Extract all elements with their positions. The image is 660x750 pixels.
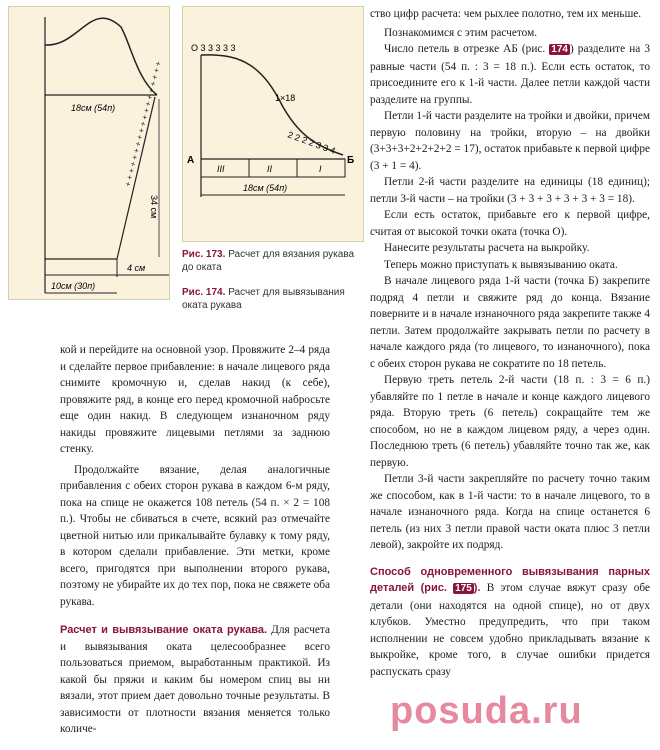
caption-fig-173-number: Рис. 173. xyxy=(182,249,226,260)
figure-173-cuff: 4 см xyxy=(127,263,146,273)
right-paragraph-4: Петли 2-й части разделите на единицы (18 единиц); петли 3-й части – на тройки (3 + 3 + 3 + 3 + 3 + 3 = 18). xyxy=(370,176,650,205)
figure-ref-174: 174 xyxy=(551,44,568,55)
part-2-label: II xyxy=(267,164,273,174)
figure-174-mid-label: 1×18 xyxy=(275,93,296,103)
left-paragraph-3 xyxy=(60,622,330,738)
figure-173-width: 18см (54п) xyxy=(71,103,116,113)
figure-173-length: 34 см xyxy=(149,195,159,219)
figure-173 xyxy=(8,6,170,300)
right-paragraph-9: Первую треть петель 2-й части (18 п. : 3 = 6 п.) убавляйте по 1 петле в начале и конце каждого лицевого ряда. Вторую треть (6 петель) сокращайте тем же способом, но не в каждом лицевом ряду, а через один. Последнюю треть (6 петель) убавляйте точно так же, как первую. xyxy=(370,374,650,469)
figure-174-top-numbers: О 3 3 3 3 3 xyxy=(191,43,236,53)
figure-174-lower-numbers: 2 2 2 2 3 3 4 xyxy=(286,129,337,156)
figure-174 xyxy=(182,6,364,242)
caption-fig-174-text: Расчет для вывязывания оката рукава xyxy=(182,287,345,311)
point-b: Б xyxy=(347,155,355,166)
left-paragraph-1: кой и перейдите на основной узор. Провяжите 2–4 ряда и сделайте первое прибавление: в начале лицевого ряда снимите кромочную и, сделав накид (к себе), провяжите ряд, в конце его перед кромочной набросьте еще один накид. В следующем изнаночном ряду накиды провяжите лицевыми петлями за заднюю стенку. xyxy=(60,344,330,455)
figure-ref-175: 175 xyxy=(455,583,472,594)
right-paragraph-8: В начале лицевого ряда 1-й части (точка Б) закрепите подряд 4 петли и свяжите ряд до конца. Вязание поверните и в начале изнаночного ряда закрепите также 4 петли. Затем продолжайте закрывать петли по расчету в начале каждого ряда (то лицевого, то изнаночного), пока с обеих сторон рукава не сократите по 18 петель. xyxy=(370,275,650,370)
figure-174-width: 18см (54п) xyxy=(243,183,288,193)
right-paragraph-2-a: Число петель в отрезке АБ (рис. xyxy=(384,43,546,55)
part-1-label: I xyxy=(319,164,322,174)
left-paragraph-2: Продолжайте вязание, делая аналогичные прибавления с обеих сторон рукава в каждом 6-м ряду, пока на спице не окажется 108 петель (54 п. × 2 = 108 п.). Чтобы не сбиваться в счете, всякий раз отмечайте цветной нитью или прикалывайте булавку к тому ряду, в котором сделали прибавление. Эти метки, кроме всего, пригодятся при выполнении второго рукава, поэтому не убирайте их до тех пор, пока не свяжете оба рукава. xyxy=(60,463,330,608)
right-paragraph-2 xyxy=(370,41,650,108)
figure-174-drawing xyxy=(183,7,363,241)
caption-fig-174 xyxy=(182,286,360,312)
right-paragraph-6: Нанесите результаты расчета на выкройку. xyxy=(384,242,590,254)
left-paragraph-3-text: Для расчета и вывязывания оката целесообразнее всего пользоваться приемом, выработанным практикой. Из какой бы пряжи и каким бы номером спиц вы ни вязали, этот прием дает довольно точные результаты. В зависимости от плотности вязания меняется только количе- xyxy=(60,624,330,735)
figure-173-base: 10см (30п) xyxy=(51,281,96,291)
left-column xyxy=(60,342,330,738)
right-paragraph-2-b: ) разделите на 3 равные части (54 п. : 3 = 18 п.). Если есть остаток, то присоедините его к 1-й части. Далее петли каждой части разделите на группы. xyxy=(370,43,650,106)
right-paragraph-0: ство цифр расчета: чем рыхлее полотно, тем их меньше. xyxy=(370,8,642,20)
right-paragraph-7: Теперь можно приступать к вывязыванию оката. xyxy=(384,258,618,271)
caption-fig-173 xyxy=(182,248,360,274)
part-3-label: III xyxy=(217,164,225,174)
increase-marks: + + + + + + + + + + + + + + + + + + + xyxy=(123,60,164,188)
figure-173-drawing xyxy=(9,7,169,299)
section-heading-paired-parts: Способ одновременного вывязывания парных деталей (рис. xyxy=(370,565,650,594)
right-column xyxy=(370,6,650,680)
right-paragraph-3: Петли 1-й части разделите на тройки и двойки, причем первую половину на тройки, вторую – на двойки (3+3+3+2+2+2+2 = 17), остаток прибавьте к первой цифре (3 + 1 = 4). xyxy=(370,110,650,172)
section-heading-paired-parts-end: ). xyxy=(473,582,481,594)
caption-fig-173-text: Расчет для вязания рукава до оката xyxy=(182,249,355,273)
right-paragraph-5: Если есть остаток, прибавьте его к первой цифре, считая от высокой точки оката (точка О). xyxy=(370,209,650,238)
caption-fig-174-number: Рис. 174. xyxy=(182,287,226,298)
right-paragraph-11-text: В этом случае вяжут сразу обе детали (они находятся на одной спице), но от двух клубков. Уместно предупредить, что при таком исполнении не совсем удобно прикладывать вязание к выкройке, кроме того, в случае ошибки придется распускать сразу xyxy=(370,582,650,678)
point-a: А xyxy=(187,155,195,166)
right-paragraph-11 xyxy=(370,564,650,681)
right-paragraph-1: Познакомимся с этим расчетом. xyxy=(384,26,538,39)
watermark: posuda.ru xyxy=(390,690,583,732)
section-heading-sleeve-cap: Расчет и вывязывание оката рукава. xyxy=(60,624,268,636)
right-paragraph-10: Петли 3-й части закрепляйте по расчету точно таким же способом, как в 1-й части: то в начале лицевого, то в начале изнаночного ряда. Когда на спице останется 6 петель (из них 3 петли правой части оката плюс 3 петли левой), закройте их подряд. xyxy=(370,473,650,551)
